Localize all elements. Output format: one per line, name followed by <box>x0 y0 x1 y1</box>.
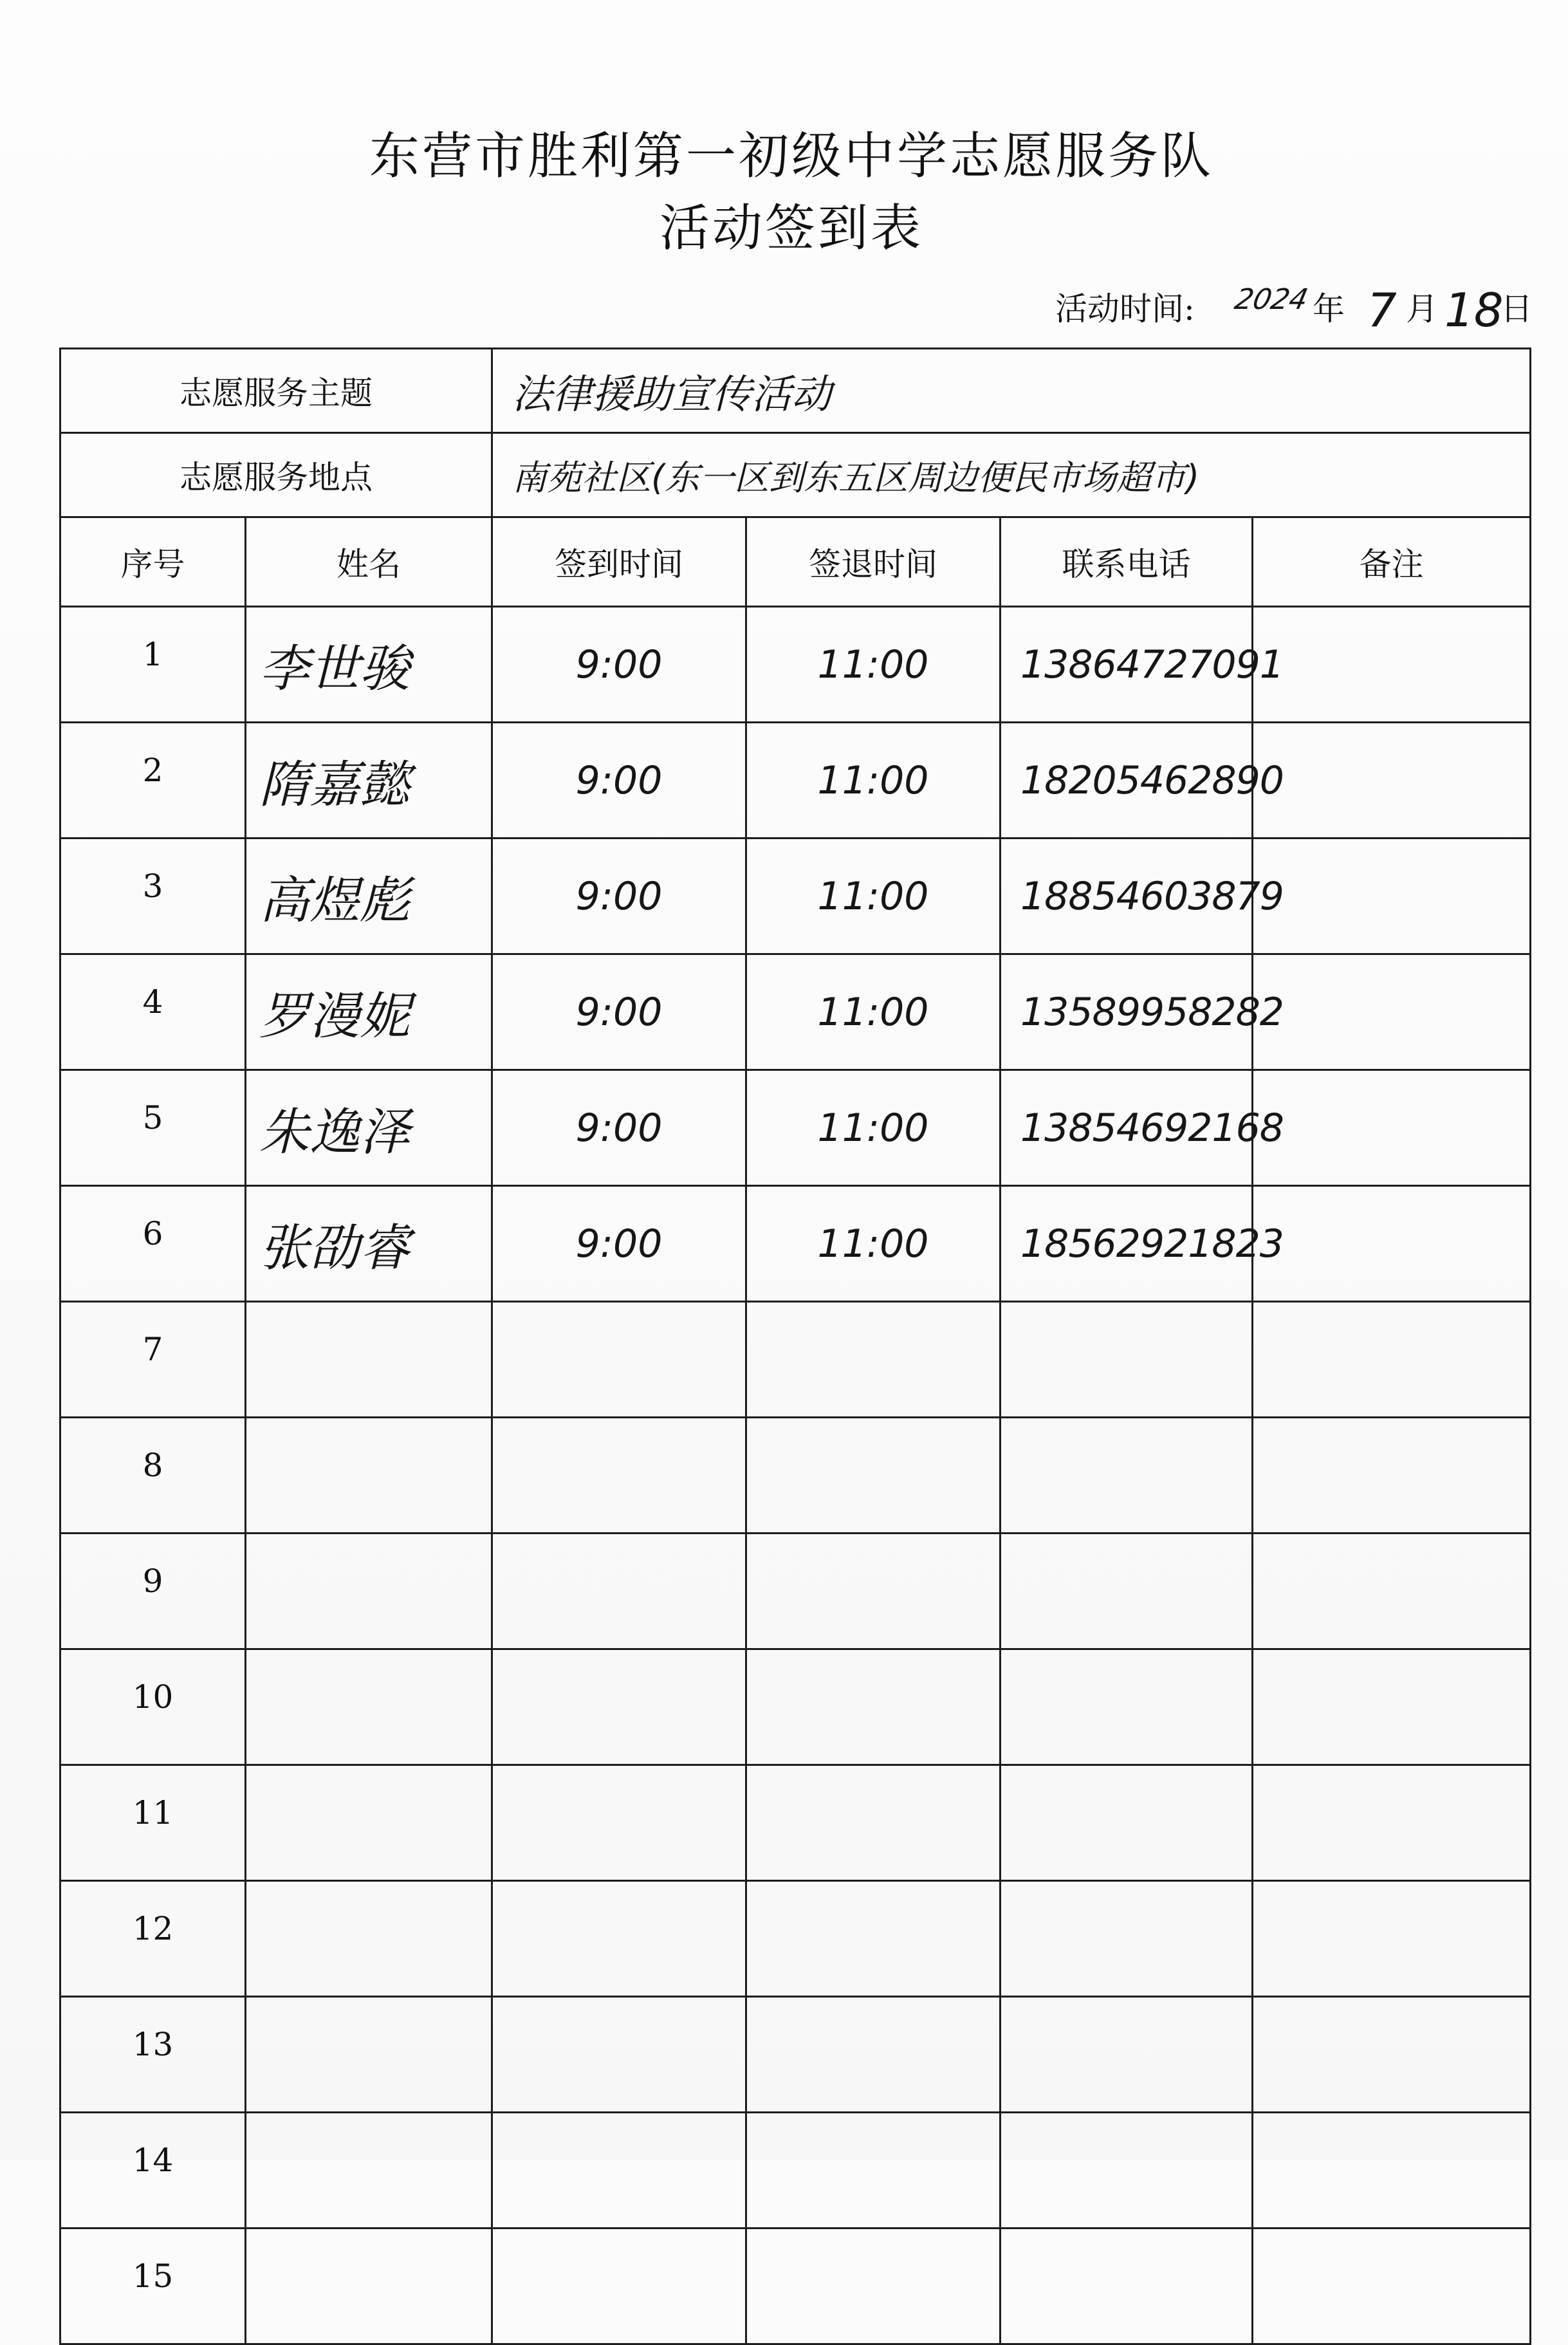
table-row <box>60 839 1531 954</box>
row-name: 张劭睿 <box>246 1186 492 1302</box>
row-sign-in-time <box>492 1302 746 1418</box>
table-row <box>60 1418 1531 1534</box>
row-name: 高煜彪 <box>246 839 492 954</box>
row-sign-in-time: 9:00 <box>492 1070 746 1186</box>
date-month: 7 <box>1367 283 1397 337</box>
row-sign-in-time <box>492 1881 746 1997</box>
row-sign-in-time: 9:00 <box>492 607 746 723</box>
row-sign-out-time: 11:00 <box>746 1186 1001 1302</box>
row-number: 10 <box>60 1649 246 1765</box>
row-phone <box>1001 1418 1253 1534</box>
row-note <box>1253 1418 1531 1534</box>
row-sign-in-time <box>492 2113 746 2229</box>
row-note <box>1253 839 1531 954</box>
row-note <box>1253 1881 1531 1997</box>
row-name <box>246 1534 492 1649</box>
row-phone: 18562921823 <box>1001 1186 1253 1302</box>
theme-label: 志愿服务主题 <box>60 349 492 433</box>
row-sign-in-time <box>492 1765 746 1881</box>
row-number: 2 <box>60 723 246 839</box>
table-row <box>60 1881 1531 1997</box>
row-number: 7 <box>60 1302 246 1418</box>
row-sign-out-time: 11:00 <box>746 839 1001 954</box>
table-row <box>60 1534 1531 1649</box>
row-sign-out-time: 11:00 <box>746 723 1001 839</box>
row-phone <box>1001 2229 1253 2344</box>
row-sign-in-time: 9:00 <box>492 839 746 954</box>
row-sign-out-time <box>746 2229 1001 2344</box>
table-row <box>60 1649 1531 1765</box>
column-header-phone: 联系电话 <box>1001 517 1253 607</box>
row-phone <box>1001 2113 1253 2229</box>
row-name: 朱逸泽 <box>246 1070 492 1186</box>
row-note <box>1253 723 1531 839</box>
row-number: 9 <box>60 1534 246 1649</box>
row-name <box>246 1418 492 1534</box>
row-phone <box>1001 1302 1253 1418</box>
row-name <box>246 2113 492 2229</box>
row-sign-in-time <box>492 1997 746 2113</box>
column-header-number: 序号 <box>60 517 246 607</box>
column-header-name: 姓名 <box>246 517 492 607</box>
date-year-unit: 年 <box>1313 290 1345 328</box>
row-sign-out-time <box>746 1765 1001 1881</box>
table-row <box>60 954 1531 1070</box>
row-name <box>246 2229 492 2344</box>
row-number: 1 <box>60 607 246 723</box>
row-number: 3 <box>60 839 246 954</box>
row-sign-in-time: 9:00 <box>492 954 746 1070</box>
row-phone: 13864727091 <box>1001 607 1253 723</box>
sheet-title: 东营市胜利第一初级中学志愿服务队 <box>369 127 1213 185</box>
row-name <box>246 1881 492 1997</box>
row-number: 8 <box>60 1418 246 1534</box>
row-sign-out-time <box>746 1534 1001 1649</box>
row-sign-out-time <box>746 1418 1001 1534</box>
row-note <box>1253 954 1531 1070</box>
table-row <box>60 2229 1531 2344</box>
table-row <box>60 1997 1531 2113</box>
row-sign-in-time <box>492 1534 746 1649</box>
row-note <box>1253 1997 1531 2113</box>
row-name: 李世骏 <box>246 607 492 723</box>
attendance-table <box>59 348 1531 2345</box>
row-phone: 18205462890 <box>1001 723 1253 839</box>
row-note <box>1253 2113 1531 2229</box>
row-sign-out-time: 11:00 <box>746 607 1001 723</box>
date-year: 2024 <box>1231 283 1311 316</box>
row-phone <box>1001 1534 1253 1649</box>
row-sign-out-time: 11:00 <box>746 954 1001 1070</box>
row-sign-out-time <box>746 1649 1001 1765</box>
column-header-note: 备注 <box>1253 517 1531 607</box>
column-header-sign-out: 签退时间 <box>746 517 1001 607</box>
row-name <box>246 1997 492 2113</box>
row-name: 罗漫妮 <box>246 954 492 1070</box>
theme-value: 法律援助宣传活动 <box>492 349 1531 433</box>
row-note <box>1253 1649 1531 1765</box>
table-row <box>60 1765 1531 1881</box>
row-sign-out-time: 11:00 <box>746 1070 1001 1186</box>
table-row <box>60 2113 1531 2229</box>
sheet-subtitle: 活动签到表 <box>659 199 923 257</box>
location-label: 志愿服务地点 <box>60 433 492 517</box>
row-sign-out-time <box>746 2113 1001 2229</box>
row-name <box>246 1649 492 1765</box>
date-month-unit: 月 <box>1406 290 1438 328</box>
row-phone <box>1001 1649 1253 1765</box>
date-label: 活动时间: <box>1055 290 1195 328</box>
row-note <box>1253 607 1531 723</box>
date-day: 18 <box>1444 283 1504 337</box>
row-note <box>1253 1070 1531 1186</box>
row-number: 4 <box>60 954 246 1070</box>
row-note <box>1253 1302 1531 1418</box>
table-row <box>60 1070 1531 1186</box>
row-phone <box>1001 1765 1253 1881</box>
row-note <box>1253 1765 1531 1881</box>
row-sign-in-time <box>492 2229 746 2344</box>
row-sign-in-time: 9:00 <box>492 1186 746 1302</box>
row-sign-in-time <box>492 1649 746 1765</box>
row-note <box>1253 1534 1531 1649</box>
row-name: 隋嘉懿 <box>246 723 492 839</box>
row-number: 11 <box>60 1765 246 1881</box>
row-sign-out-time <box>746 1997 1001 2113</box>
row-sign-in-time <box>492 1418 746 1534</box>
row-phone: 18854603879 <box>1001 839 1253 954</box>
row-sign-in-time: 9:00 <box>492 723 746 839</box>
row-sign-out-time <box>746 1302 1001 1418</box>
row-number: 5 <box>60 1070 246 1186</box>
row-note <box>1253 2229 1531 2344</box>
row-note <box>1253 1186 1531 1302</box>
row-sign-out-time <box>746 1881 1001 1997</box>
location-value: 南苑社区(东一区到东五区周边便民市场超市) <box>492 433 1531 517</box>
row-phone: 13589958282 <box>1001 954 1253 1070</box>
column-header-sign-in: 签到时间 <box>492 517 746 607</box>
row-name <box>246 1302 492 1418</box>
row-number: 13 <box>60 1997 246 2113</box>
date-day-unit: 日 <box>1500 290 1533 328</box>
row-number: 14 <box>60 2113 246 2229</box>
row-name <box>246 1765 492 1881</box>
table-row <box>60 1302 1531 1418</box>
row-number: 15 <box>60 2229 246 2344</box>
table-row <box>60 607 1531 723</box>
row-number: 6 <box>60 1186 246 1302</box>
row-number: 12 <box>60 1881 246 1997</box>
table-row <box>60 1186 1531 1302</box>
table-row <box>60 723 1531 839</box>
row-phone <box>1001 1997 1253 2113</box>
row-phone <box>1001 1881 1253 1997</box>
row-phone: 13854692168 <box>1001 1070 1253 1186</box>
